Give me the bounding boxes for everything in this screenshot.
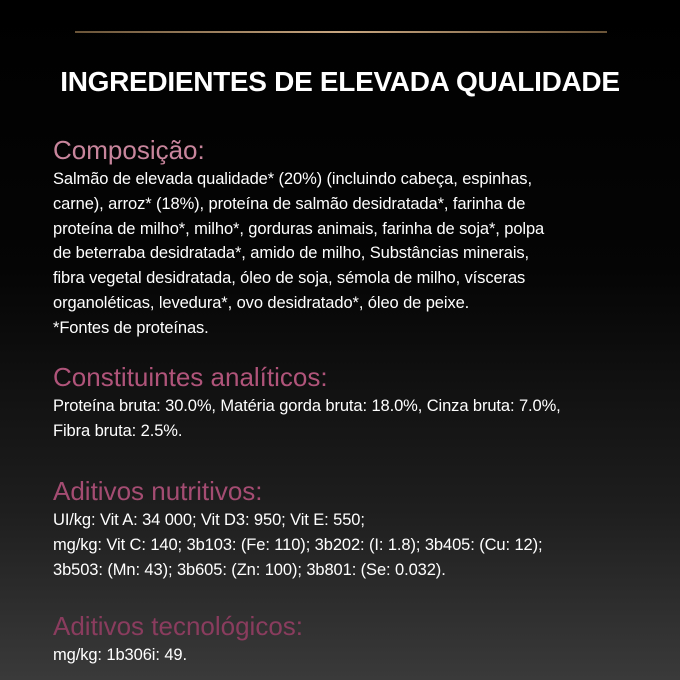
- composition-line: organoléticas, levedura*, ovo desidratado*, óleo de peixe.: [53, 293, 470, 312]
- section-heading-composition: Composição:: [53, 135, 205, 165]
- section-technological-additives: [53, 611, 663, 668]
- composition-line: de beterraba desidratada*, amido de milho, Substâncias minerais,: [53, 244, 530, 263]
- top-divider: [75, 31, 607, 33]
- page-title: INGREDIENTES DE ELEVADA QUALIDADE: [60, 66, 620, 97]
- section-nutritional-additives: [53, 476, 663, 582]
- composition-line: carne), arroz* (18%), proteína de salmão desidratada*, farinha de: [53, 194, 526, 213]
- section-heading-nutritional: Aditivos nutritivos:: [53, 476, 263, 506]
- section-analytical-constituents: [53, 362, 663, 444]
- section-composition: [53, 135, 663, 341]
- nutritional-line: UI/kg: Vit A: 34 000; Vit D3: 950; Vit E: 550;: [53, 511, 365, 529]
- composition-line: fibra vegetal desidratada, óleo de soja, sémola de milho, vísceras: [53, 269, 526, 288]
- composition-line: proteína de milho*, milho*, gorduras animais, farinha de soja*, polpa: [53, 219, 545, 238]
- technological-line: mg/kg: 1b306i: 49.: [53, 646, 187, 664]
- section-body-technological: [53, 643, 663, 668]
- section-body-composition: [53, 167, 663, 341]
- composition-footnote: *Fontes de proteínas.: [53, 318, 209, 337]
- analytical-line: Fibra bruta: 2.5%.: [53, 421, 183, 440]
- section-heading-analytical: Constituintes analíticos:: [53, 362, 328, 392]
- composition-line: Salmão de elevada qualidade* (20%) (incluindo cabeça, espinhas,: [53, 170, 532, 188]
- section-body-nutritional: [53, 508, 663, 582]
- section-body-analytical: [53, 394, 663, 444]
- nutritional-line: 3b503: (Mn: 43); 3b605: (Zn: 100); 3b801: (Se: 0.032).: [53, 560, 446, 579]
- section-heading-technological: Aditivos tecnológicos:: [53, 611, 304, 641]
- nutritional-line: mg/kg: Vit C: 140; 3b103: (Fe: 110); 3b202: (I: 1.8); 3b405: (Cu: 12);: [53, 535, 543, 554]
- analytical-line: Proteína bruta: 30.0%, Matéria gorda bruta: 18.0%, Cinza bruta: 7.0%,: [53, 397, 561, 415]
